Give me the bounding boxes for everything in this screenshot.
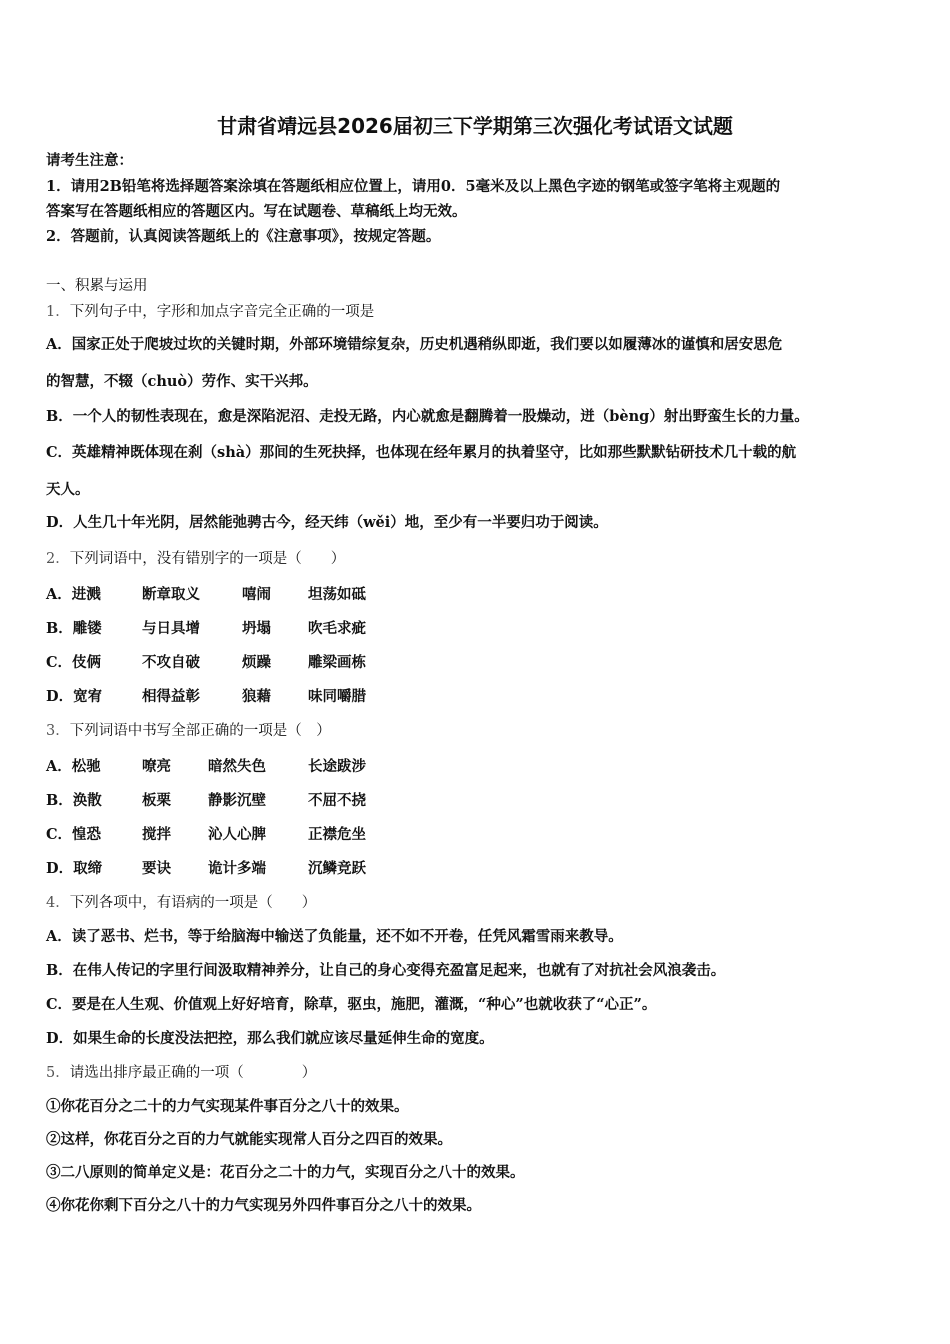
q5-sentence-4: ④你花你剩下百分之八十的力气实现另外四件事百分之八十的效果。 [46, 1197, 481, 1214]
q5-sentence-2: ②这样，你花百分之百的力气就能实现常人百分之四百的效果。 [46, 1131, 452, 1148]
option-cell: 暗然失色 [208, 758, 266, 775]
option-cell: 诡计多端 [208, 860, 266, 877]
option-cell: C．惶恐 [46, 826, 102, 843]
option-cell: A．进溅 [46, 586, 101, 603]
page-title: 甘肃省靖远县2026届初三下学期第三次强化考试语文试题 [217, 114, 733, 138]
question-number: 4． [46, 895, 70, 911]
question-text: 下列词语中书写全部正确的一项是（ ） [69, 723, 331, 739]
option-cell: D．宽宥 [46, 688, 103, 705]
q1-option-a-line1: A．国家正处于爬坡过坎的关键时期，外部环境错综复杂，历史机遇稍纵即逝，我们要以如履薄冰的谨慎和居安思危 [46, 336, 783, 353]
section-heading: 一、积累与运用 [46, 278, 148, 294]
option-cell: 不攻自破 [142, 654, 200, 671]
q1-option-c-line1: C．英雄精神既体现在刹（shà）那间的生死抉择，也体现在经年累月的执着坚守，比如那些默默钻研技术几十载的航 [46, 444, 797, 461]
option-cell: A．松驰 [46, 758, 101, 775]
option-cell: 相得益彰 [142, 688, 200, 705]
option-cell: B．涣散 [46, 792, 102, 809]
option-cell: 嘹亮 [142, 758, 171, 775]
q1-option-c-line2: 天人。 [46, 481, 90, 498]
notice-item-2: 2．答题前，认真阅读答题纸上的《注意事项》，按规定答题。 [46, 228, 441, 245]
option-cell: D．取缔 [46, 860, 103, 877]
option-cell: B．雕镂 [46, 620, 102, 637]
option-cell: 狼藉 [242, 688, 271, 705]
question-text: 下列各项中，有语病的一项是（ ） [69, 895, 317, 911]
question-number: 5． [46, 1065, 70, 1081]
option-cell: 长途跋涉 [308, 758, 366, 775]
question-number: 2． [46, 551, 70, 567]
option-cell: 雕梁画栋 [308, 654, 366, 671]
notice-heading: 请考生注意： [46, 152, 133, 169]
question-5-stem [46, 1063, 316, 1083]
option-cell: 吹毛求疵 [308, 620, 366, 637]
option-cell: 要诀 [142, 860, 171, 877]
option-cell: 坦荡如砥 [308, 586, 366, 603]
option-cell: 搅拌 [142, 826, 171, 843]
question-3-stem [46, 721, 331, 741]
question-1-stem [46, 302, 374, 322]
option-cell: C．伎俩 [46, 654, 102, 671]
option-cell: 不屈不挠 [308, 792, 366, 809]
q5-sentence-1: ①你花百分之二十的力气实现某件事百分之八十的效果。 [46, 1098, 409, 1115]
q1-option-a-line2: 的智慧，不辍（chuò）劳作、实干兴邦。 [46, 373, 318, 390]
question-text: 请选出排序最正确的一项（ ） [69, 1065, 317, 1081]
q1-option-d: D．人生几十年光阴，居然能弛骋古今，经天纬（wěi）地，至少有一半要归功于阅读。 [46, 514, 608, 531]
option-cell: 静影沉壁 [208, 792, 266, 809]
option-cell: 嘻闹 [242, 586, 271, 603]
question-number: 1． [46, 304, 70, 320]
option-cell: 沉鳞竞跃 [308, 860, 366, 877]
option-cell: 断章取义 [142, 586, 200, 603]
q1-option-b: B．一个人的韧性表现在，愈是深陷泥沼、走投无路，内心就愈是翻腾着一股燥动，迸（bèng）射出野蛮生长的力量。 [46, 408, 809, 425]
question-2-stem [46, 549, 345, 569]
q4-option-a: A．读了恶书、烂书，等于给脑海中输送了负能量，还不如不开卷，任凭风霜雪雨来教导。 [46, 928, 623, 945]
option-cell: 板栗 [142, 792, 171, 809]
notice-item-1b: 答案写在答题纸相应的答题区内。写在试题卷、草稿纸上均无效。 [46, 203, 467, 220]
question-text: 下列词语中，没有错别字的一项是（ ） [69, 551, 346, 567]
option-cell: 坍塌 [242, 620, 271, 637]
q4-option-d: D．如果生命的长度没法把控，那么我们就应该尽量延伸生命的宽度。 [46, 1030, 494, 1047]
question-4-stem [46, 893, 316, 913]
q4-option-c: C．要是在人生观、价值观上好好培育，除草，驱虫，施肥，灌溉，“种心”也就收获了“心正”。 [46, 996, 657, 1013]
option-cell: 沁人心脾 [208, 826, 266, 843]
option-cell: 正襟危坐 [308, 826, 366, 843]
question-number: 3． [46, 723, 70, 739]
option-cell: 与日具增 [142, 620, 200, 637]
question-text: 下列句子中，字形和加点字音完全正确的一项是 [69, 304, 375, 320]
option-cell: 味同嚼腊 [308, 688, 366, 705]
option-cell: 烦躁 [242, 654, 271, 671]
q4-option-b: B．在伟人传记的字里行间汲取精神养分，让自己的身心变得充盈富足起来，也就有了对抗社会风浪袭击。 [46, 962, 726, 979]
notice-item-1a: 1．请用2B铅笔将选择题答案涂填在答题纸相应位置上，请用0．5毫米及以上黑色字迹的钢笔或签字笔将主观题的 [46, 178, 781, 195]
q5-sentence-3: ③二八原则的简单定义是：花百分之二十的力气，实现百分之八十的效果。 [46, 1164, 525, 1181]
